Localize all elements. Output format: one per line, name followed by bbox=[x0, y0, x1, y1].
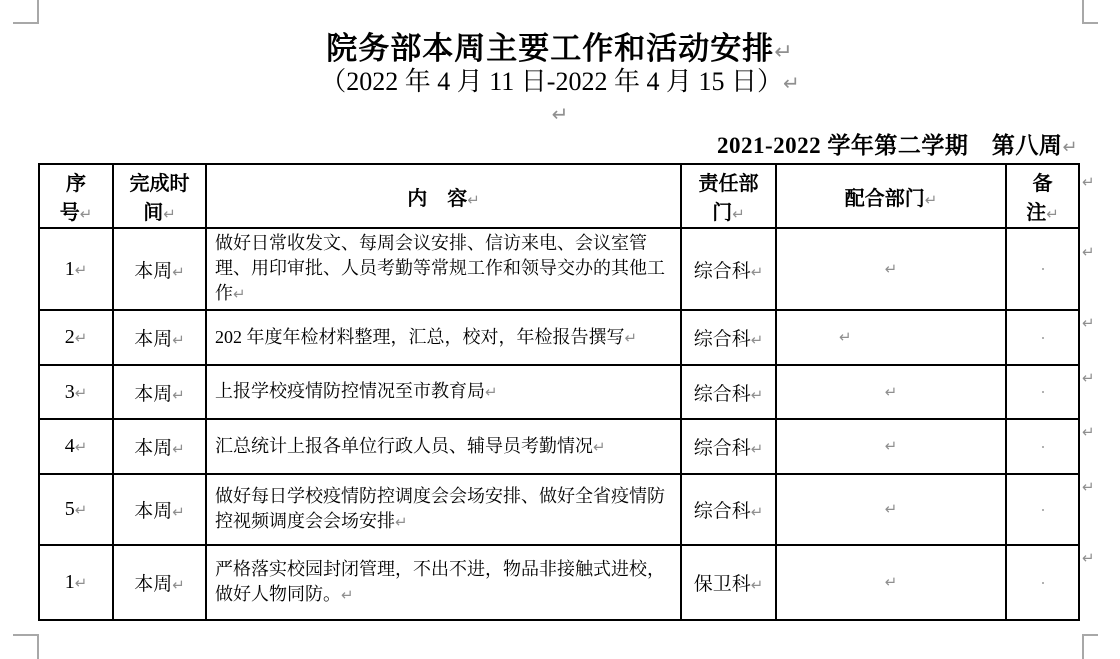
paragraph-mark-icon: ↵ bbox=[750, 385, 764, 404]
header-label: 完成时间 bbox=[129, 173, 190, 224]
cell-content bbox=[206, 474, 681, 545]
cell-content bbox=[206, 365, 681, 419]
header-cell-5 bbox=[1006, 164, 1079, 228]
table-row bbox=[39, 419, 1079, 474]
header-label: 备 注 bbox=[1026, 173, 1073, 224]
cell-remarks bbox=[1006, 228, 1079, 310]
paragraph-mark-icon: ↵ bbox=[1082, 423, 1095, 441]
cell-serial-number bbox=[39, 545, 113, 620]
content-text: 严格落实校园封闭管理，不出不进，物品非接触式进校，做好人物同防。 bbox=[215, 559, 665, 604]
header-label: 序 号 bbox=[59, 173, 106, 224]
faint-dot-mark bbox=[1042, 391, 1044, 393]
faint-dot-mark bbox=[1042, 268, 1044, 270]
cell-remarks bbox=[1006, 365, 1079, 419]
paragraph-mark-icon: ↵ bbox=[750, 262, 764, 281]
cell-cooperating-department bbox=[776, 310, 1006, 365]
header-cell-4 bbox=[776, 164, 1006, 228]
table-row bbox=[39, 474, 1079, 545]
completion-time-text: 本周 bbox=[134, 574, 173, 595]
paragraph-mark-icon: ↵ bbox=[750, 440, 764, 458]
paragraph-mark-icon: ↵ bbox=[74, 383, 88, 402]
document-subtitle bbox=[0, 61, 1120, 98]
completion-time-text: 本周 bbox=[134, 260, 173, 282]
cell-cooperating-department bbox=[776, 545, 1006, 620]
document-title-text: 院务部本周主要工作和活动安排 bbox=[326, 31, 775, 66]
page-margin-cropmark-bottom-left bbox=[13, 634, 39, 659]
paragraph-mark-icon: ↵ bbox=[172, 331, 185, 349]
paragraph-mark-icon: ↵ bbox=[341, 586, 354, 604]
cell-completion-time bbox=[113, 365, 206, 419]
responsible-department-text: 综合科 bbox=[693, 329, 751, 350]
faint-dot-mark bbox=[1042, 337, 1044, 339]
table-row bbox=[39, 228, 1079, 310]
cell-remarks bbox=[1006, 545, 1079, 620]
faint-dot-mark bbox=[1042, 446, 1044, 448]
paragraph-mark-icon: ↵ bbox=[593, 437, 606, 456]
paragraph-mark-icon: ↵ bbox=[1082, 549, 1095, 567]
serial-number-text: 3 bbox=[64, 380, 75, 403]
cell-completion-time bbox=[113, 419, 206, 474]
paragraph-mark-icon: ↵ bbox=[750, 503, 764, 521]
cell-responsible-department bbox=[681, 310, 776, 365]
completion-time-text: 本周 bbox=[134, 383, 173, 405]
paragraph-mark-icon: ↵ bbox=[924, 190, 938, 209]
weekly-schedule-table bbox=[38, 163, 1080, 621]
paragraph-mark-icon: ↵ bbox=[74, 260, 88, 279]
cell-completion-time bbox=[113, 474, 206, 545]
faint-dot-mark bbox=[1042, 582, 1044, 584]
cell-completion-time bbox=[113, 228, 206, 310]
paragraph-mark-icon: ↵ bbox=[172, 262, 185, 281]
content-text: 做好每日学校疫情防控调度会会场安排、做好全省疫情防控视频调度会会场安排 bbox=[215, 486, 665, 531]
cell-remarks bbox=[1006, 474, 1079, 545]
responsible-department-text: 综合科 bbox=[693, 501, 751, 522]
serial-number-text: 1 bbox=[64, 571, 75, 593]
cell-responsible-department bbox=[681, 474, 776, 545]
paragraph-mark-icon: ↵ bbox=[1046, 205, 1059, 223]
cell-responsible-department bbox=[681, 228, 776, 310]
completion-time-text: 本周 bbox=[134, 438, 173, 459]
empty-paragraph bbox=[0, 102, 1120, 127]
paragraph-mark-icon: ↵ bbox=[79, 205, 93, 223]
paragraph-mark-icon: ↵ bbox=[884, 382, 898, 401]
paragraph-mark-icon: ↵ bbox=[1082, 314, 1095, 332]
paragraph-mark-icon: ↵ bbox=[774, 40, 794, 65]
paragraph-mark-icon: ↵ bbox=[74, 329, 88, 347]
paragraph-mark-icon: ↵ bbox=[163, 205, 176, 223]
cell-completion-time bbox=[113, 545, 206, 620]
paragraph-mark-icon: ↵ bbox=[1082, 173, 1095, 191]
serial-number-text: 1 bbox=[64, 257, 75, 280]
header-cell-1 bbox=[113, 164, 206, 228]
paragraph-mark-icon: ↵ bbox=[1082, 478, 1095, 496]
cell-cooperating-department bbox=[776, 365, 1006, 419]
paragraph-mark-icon: ↵ bbox=[172, 576, 185, 594]
paragraph-mark-icon: ↵ bbox=[782, 71, 800, 95]
page-margin-cropmark-top-right bbox=[1082, 0, 1098, 24]
header-label: 内 容 bbox=[407, 187, 468, 210]
completion-time-text: 本周 bbox=[134, 329, 173, 350]
header-cell-3 bbox=[681, 164, 776, 228]
serial-number-text: 2 bbox=[64, 326, 75, 348]
cell-serial-number bbox=[39, 419, 113, 474]
responsible-department-text: 综合科 bbox=[693, 383, 751, 405]
responsible-department-text: 保卫科 bbox=[693, 574, 751, 595]
header-cell-0 bbox=[39, 164, 113, 228]
semester-week-line bbox=[38, 127, 1078, 160]
paragraph-mark-icon: ↵ bbox=[172, 385, 185, 404]
paragraph-mark-icon: ↵ bbox=[750, 331, 764, 349]
page-margin-cropmark-top-left bbox=[13, 0, 39, 24]
header-label: 配合部门 bbox=[844, 187, 925, 210]
paragraph-mark-icon: ↵ bbox=[884, 500, 898, 518]
paragraph-mark-icon: ↵ bbox=[884, 437, 898, 455]
paragraph-mark-icon: ↵ bbox=[74, 574, 88, 592]
cell-cooperating-department bbox=[776, 228, 1006, 310]
paragraph-mark-icon: ↵ bbox=[732, 205, 745, 223]
paragraph-mark-icon: ↵ bbox=[839, 328, 852, 346]
cell-cooperating-department bbox=[776, 419, 1006, 474]
paragraph-mark-icon: ↵ bbox=[624, 328, 638, 347]
cell-serial-number bbox=[39, 474, 113, 545]
completion-time-text: 本周 bbox=[134, 501, 173, 522]
cell-content bbox=[206, 545, 681, 620]
page-margin-cropmark-bottom-right bbox=[1082, 634, 1098, 659]
cell-serial-number bbox=[39, 365, 113, 419]
paragraph-mark-icon: ↵ bbox=[1062, 137, 1078, 158]
semester-week-text: 2021-2022 学年第二学期 第八周 bbox=[716, 133, 1063, 158]
paragraph-mark-icon: ↵ bbox=[395, 513, 408, 531]
cell-responsible-department bbox=[681, 365, 776, 419]
paragraph-mark-icon: ↵ bbox=[551, 102, 569, 126]
header-label: 责任部门 bbox=[698, 173, 759, 224]
serial-number-text: 4 bbox=[64, 435, 75, 457]
content-text: 202 年度年检材料整理，汇总，校对，年检报告撰写 bbox=[215, 326, 625, 347]
table-row bbox=[39, 545, 1079, 620]
paragraph-mark-icon: ↵ bbox=[233, 285, 246, 303]
paragraph-mark-icon: ↵ bbox=[750, 576, 764, 594]
paragraph-mark-icon: ↵ bbox=[74, 501, 88, 519]
cell-completion-time bbox=[113, 310, 206, 365]
cell-remarks bbox=[1006, 310, 1079, 365]
serial-number-text: 5 bbox=[64, 498, 75, 520]
paragraph-mark-icon: ↵ bbox=[884, 573, 898, 591]
header-cell-2 bbox=[206, 164, 681, 228]
paragraph-mark-icon: ↵ bbox=[172, 440, 185, 458]
cell-content bbox=[206, 228, 681, 310]
faint-dot-mark bbox=[1042, 509, 1044, 511]
cell-serial-number bbox=[39, 310, 113, 365]
content-text: 做好日常收发文、每周会议安排、信访来电、会议室管理、用印审批、人员考勤等常规工作和领导交办的其他工作 bbox=[215, 233, 665, 303]
cell-content bbox=[206, 310, 681, 365]
paragraph-mark-icon: ↵ bbox=[884, 259, 898, 278]
table-row bbox=[39, 365, 1079, 419]
paragraph-mark-icon: ↵ bbox=[485, 383, 498, 401]
paragraph-mark-icon: ↵ bbox=[74, 438, 88, 456]
cell-serial-number bbox=[39, 228, 113, 310]
cell-content bbox=[206, 419, 681, 474]
responsible-department-text: 综合科 bbox=[693, 438, 751, 459]
paragraph-mark-icon: ↵ bbox=[467, 190, 480, 209]
paragraph-mark-icon: ↵ bbox=[1082, 243, 1095, 261]
responsible-department-text: 综合科 bbox=[693, 260, 751, 282]
content-text: 汇总统计上报各单位行政人员、辅导员考勤情况 bbox=[215, 435, 593, 456]
paragraph-mark-icon: ↵ bbox=[1082, 369, 1095, 387]
document-subtitle-text: （2022 年 4 月 11 日-2022 年 4 月 15 日） bbox=[320, 67, 783, 96]
cell-responsible-department bbox=[681, 419, 776, 474]
cell-remarks bbox=[1006, 419, 1079, 474]
cell-cooperating-department bbox=[776, 474, 1006, 545]
table-header-row bbox=[39, 164, 1079, 228]
cell-responsible-department bbox=[681, 545, 776, 620]
paragraph-mark-icon: ↵ bbox=[172, 503, 185, 521]
table-row bbox=[39, 310, 1079, 365]
content-text: 上报学校疫情防控情况至市教育局 bbox=[215, 381, 485, 401]
